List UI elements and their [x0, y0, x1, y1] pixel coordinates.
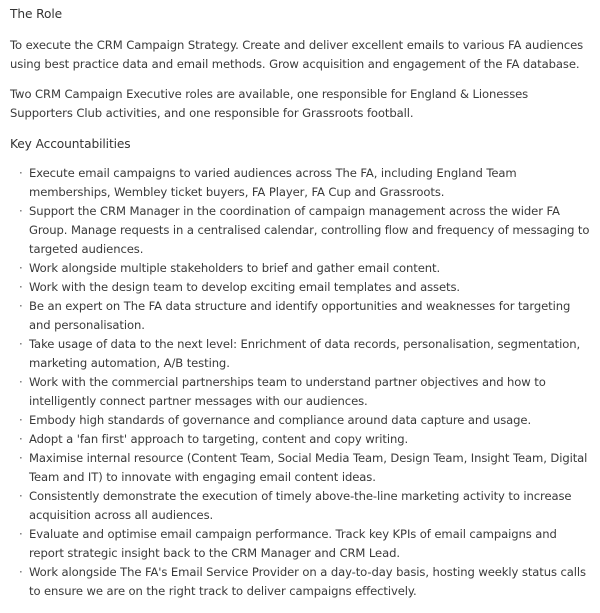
list-item-text: Embody high standards of governance and compliance around data capture and usage. — [29, 413, 532, 427]
list-item-text: Adopt a 'fan first' approach to targeting, content and copy writing. — [29, 432, 409, 446]
list-item — [10, 430, 590, 449]
list-item — [10, 335, 590, 373]
bullet-icon: · — [19, 432, 23, 446]
list-item — [10, 278, 590, 297]
bullet-icon: · — [19, 565, 23, 579]
list-item — [10, 411, 590, 430]
list-item-text: Be an expert on The FA data structure and identify opportunities and weaknesses for targeting and personalisation. — [29, 299, 571, 332]
list-item-text: Take usage of data to the next level: Enrichment of data records, personalisation, segmentation, marketing automation, A/B testing. — [29, 337, 581, 370]
list-item-text: Evaluate and optimise email campaign performance. Track key KPIs of email campaigns and report strategic insight back to the CRM Manager and CRM Lead. — [29, 527, 557, 560]
bullet-icon: · — [19, 489, 23, 503]
role-paragraph-1: To execute the CRM Campaign Strategy. Create and deliver excellent emails to various FA audiences using best practice data and email methods. Grow acquisition and engagement of the FA database. — [10, 38, 584, 71]
list-item-text: Support the CRM Manager in the coordination of campaign management across the wider FA Group. Manage requests in a centralised calendar, controlling flow and frequency of messaging to targeted audiences. — [29, 204, 590, 256]
bullet-icon: · — [19, 261, 23, 275]
role-paragraph-2: Two CRM Campaign Executive roles are available, one responsible for England & Lionesses Supporters Club activities, and one responsible for Grassroots football. — [10, 87, 529, 120]
list-item — [10, 525, 590, 563]
bullet-icon: · — [19, 375, 23, 389]
bullet-icon: · — [19, 280, 23, 294]
list-item — [10, 373, 590, 411]
bullet-icon: · — [19, 166, 23, 180]
list-item-text: Work alongside multiple stakeholders to brief and gather email content. — [29, 261, 441, 275]
list-item — [10, 297, 590, 335]
list-item — [10, 487, 590, 525]
list-item-text: Maximise internal resource (Content Team, Social Media Team, Design Team, Insight Team, Digital Team and IT) to innovate with engaging email content ideas. — [29, 451, 588, 484]
list-item — [10, 164, 590, 202]
role-heading: The Role — [10, 7, 63, 21]
list-item — [10, 449, 590, 487]
list-item-text: Work with the design team to develop exciting email templates and assets. — [29, 280, 460, 294]
list-item-text: Work alongside The FA's Email Service Provider on a day-to-day basis, hosting weekly status calls to ensure we are on the right track to deliver campaigns effectively. — [29, 565, 586, 598]
bullet-icon: · — [19, 204, 23, 218]
list-item-text: Work with the commercial partnerships team to understand partner objectives and how to intelligently connect partner messages with our audiences. — [29, 375, 546, 408]
bullet-icon: · — [19, 413, 23, 427]
list-item — [10, 202, 590, 259]
accountabilities-list — [10, 164, 590, 601]
list-item — [10, 563, 590, 601]
bullet-icon: · — [19, 527, 23, 541]
bullet-icon: · — [19, 299, 23, 313]
list-item-text: Consistently demonstrate the execution of timely above-the-line marketing activity to increase acquisition across all audiences. — [29, 489, 572, 522]
list-item-text: Execute email campaigns to varied audiences across The FA, including England Team memberships, Wembley ticket buyers, FA Player, FA Cup and Grassroots. — [29, 166, 517, 199]
bullet-icon: · — [19, 451, 23, 465]
bullet-icon: · — [19, 337, 23, 351]
accountabilities-heading: Key Accountabilities — [10, 137, 131, 151]
list-item — [10, 259, 590, 278]
